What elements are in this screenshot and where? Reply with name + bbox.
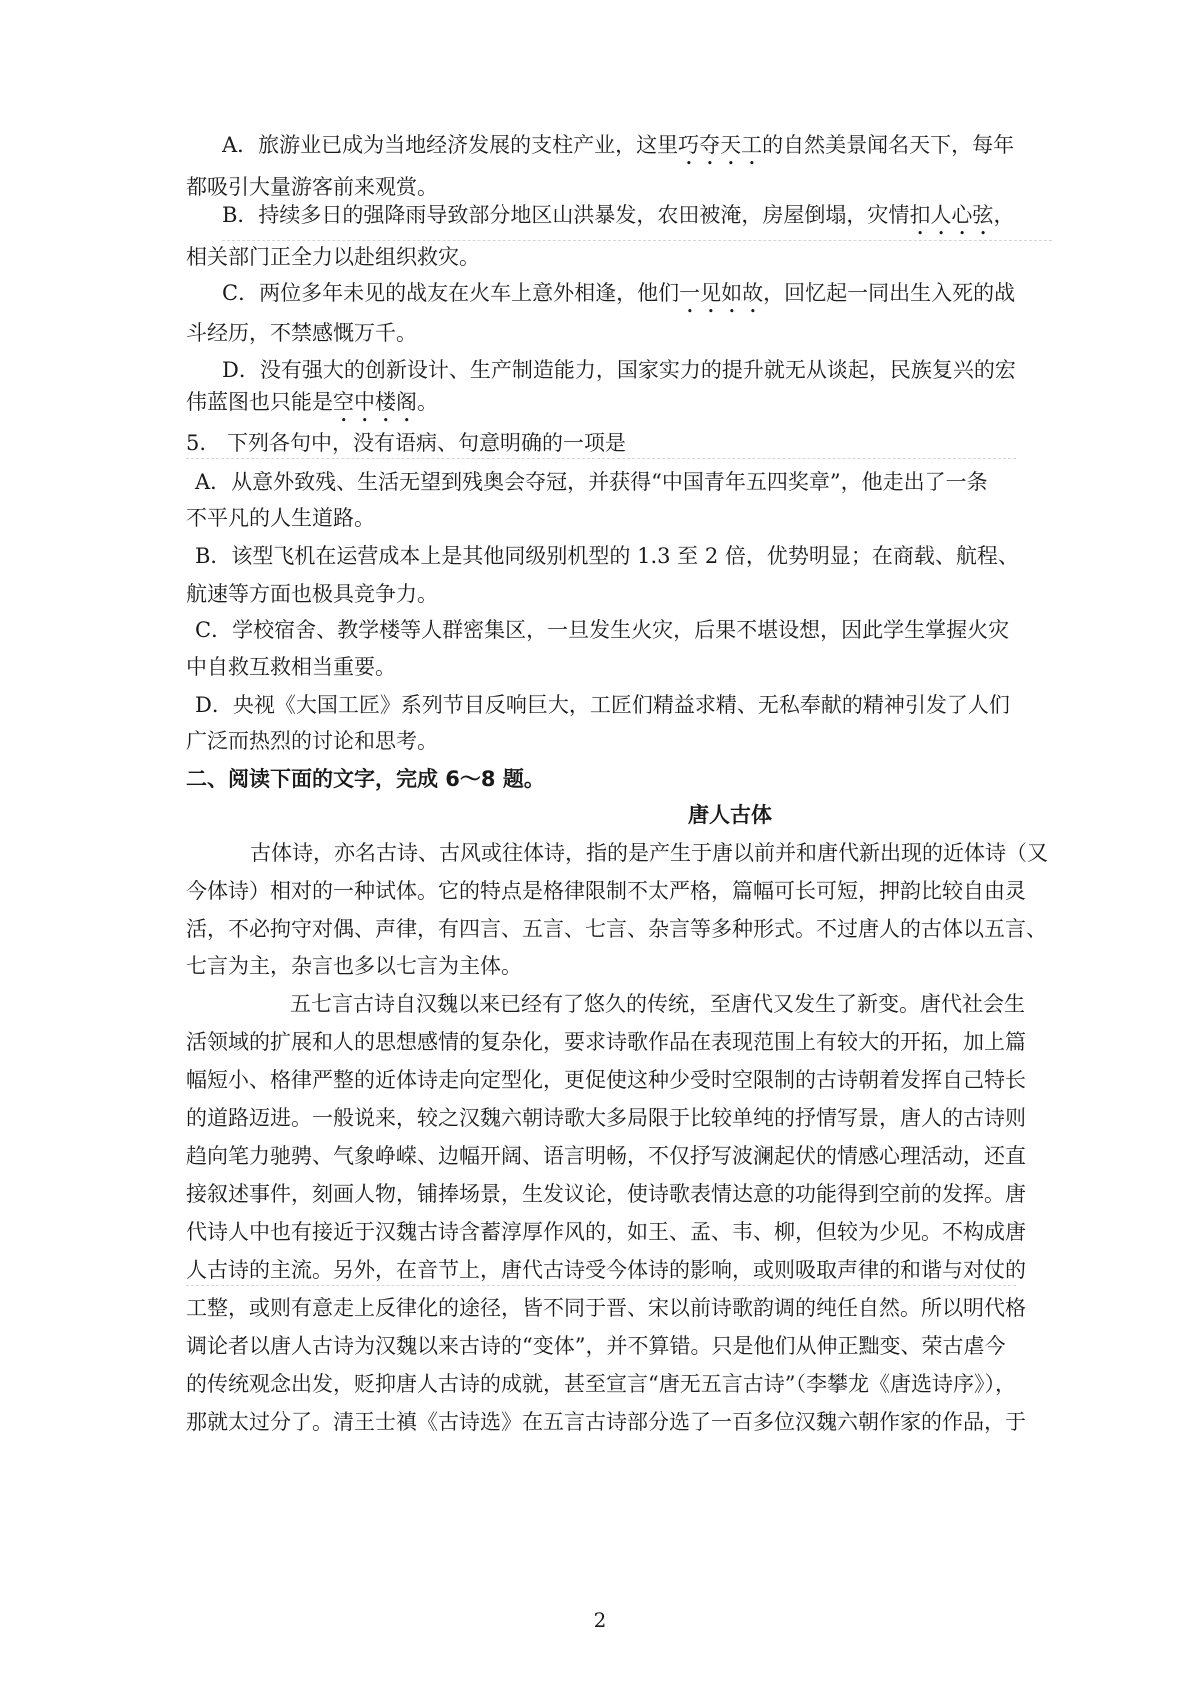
passage-p1-line: 七言为主，杂言也多以七言为主体。 [186, 954, 522, 978]
passage-p2-line: 调论者以唐人古诗为汉魏以来古诗的“变体”，并不算错。只是他们从伸正黜变、荣古虐今 [186, 1334, 1006, 1358]
q4-option-d-line2 [186, 387, 1016, 427]
q4-d-text: 伟蓝图也只能是 [186, 390, 333, 414]
q4-option-c-line1 [222, 278, 1052, 318]
q5-option-b-line2: 航速等方面也极具竞争力。 [186, 582, 438, 606]
section-heading: 二、阅读下面的文字，完成 6～8 题。 [186, 767, 545, 791]
q4-a-text-end: 的自然美景闻名天下，每年 [762, 133, 1015, 157]
q4-d-text-end: 。 [417, 390, 438, 414]
q5-option-d-line2: 广泛而热烈的讨论和思考。 [186, 729, 438, 753]
q4-d-idiom: 空中楼阁 [333, 390, 417, 414]
q4-b-idiom: 扣人心弦 [909, 203, 994, 227]
passage-p2-line: 的传统观念出发，贬抑唐人古诗的成就，甚至宣言“唐无五言古诗”（李攀龙《唐选诗序》）， [186, 1372, 1016, 1396]
q5-stem: 5. 下列各句中，没有语病、句意明确的一项是 [186, 428, 1016, 459]
passage-p2-line: 幅短小、格律严整的近体诗走向定型化，更促使这种少受时空限制的古诗朝着发挥自己特长 [186, 1068, 1026, 1092]
q4-option-a-line1 [222, 130, 1052, 170]
passage-title: 唐人古体 [688, 803, 772, 827]
q5-option-d-line1: D．央视《大国工匠》系列节目反响巨大，工匠们精益求精、无私奉献的精神引发了人们 [195, 693, 1010, 717]
passage-p2-line: 人古诗的主流。另外，在音节上，唐代古诗受今体诗的影响，或则吸取声律的和谐与对仗的 [186, 1255, 1016, 1286]
passage-p1-line: 今体诗）相对的一种试体。它的特点是格律限制不太严格，篇幅可长可短，押韵比较自由灵 [186, 879, 1026, 903]
q4-a-text: A．旅游业已成为当地经济发展的支柱产业，这里 [222, 133, 679, 157]
q4-b-text: B．持续多日的强降雨导致部分地区山洪暴发，农田被淹，房屋倒塌，灾情 [222, 203, 910, 227]
passage-p2-line: 五七言古诗自汉魏以来已经有了悠久的传统，至唐代又发生了新变。唐代社会生 [290, 992, 1025, 1016]
q4-option-b-line1 [222, 200, 1052, 241]
q4-option-b-line2: 相关部门正全力以赴组织救灾。 [186, 245, 480, 269]
passage-p2-line: 工整，或则有意走上反律化的途径，皆不同于晋、宋以前诗歌韵调的纯任自然。所以明代格 [186, 1296, 1026, 1320]
passage-p1-line: 活，不必拘守对偶、声律，有四言、五言、七言、杂言等多种形式。不过唐人的古体以五言、 [186, 917, 1047, 941]
q4-option-a-line2: 都吸引大量游客前来观赏。 [186, 175, 438, 199]
passage-p2-line: 那就太过分了。清王士禛《古诗选》在五言古诗部分选了一百多位汉魏六朝作家的作品，于 [186, 1410, 1026, 1434]
passage-p2-line: 接叙述事件，刻画人物，铺捧场景，生发议论，使诗歌表情达意的功能得到空前的发挥。唐 [186, 1182, 1026, 1206]
page-number: 2 [593, 1608, 607, 1632]
passage-p2-line: 代诗人中也有接近于汉魏古诗含蓄淳厚作风的，如王、孟、韦、柳，但较为少见。不构成唐 [186, 1220, 1026, 1244]
q4-a-idiom: 巧夺天工 [678, 133, 763, 157]
q4-c-text-end: ，回忆起一同出生入死的战 [763, 281, 1016, 305]
passage-p2-line: 活领域的扩展和人的思想感情的复杂化，要求诗歌作品在表现范围上有较大的开拓，加上篇 [186, 1030, 1026, 1054]
q4-c-text: C．两位多年未见的战友在火车上意外相逢，他们 [222, 281, 680, 305]
q5-option-a-line1: A．从意外致残、生活无望到残奥会夺冠，并获得“中国青年五四奖章”，他走出了一条 [195, 470, 988, 494]
q5-option-c-line1: C．学校宿舍、教学楼等人群密集区，一旦发生火灾，后果不堪设想，因此学生掌握火灾 [195, 618, 1010, 642]
q4-option-c-line2: 斗经历，不禁感慨万千。 [186, 321, 417, 345]
passage-p2-line: 的道路迈进。一般说来，较之汉魏六朝诗歌大多局限于比较单纯的抒情写景，唐人的古诗则 [186, 1106, 1026, 1130]
q5-option-b-line1: B．该型飞机在运营成本上是其他同级别机型的 1.3 至 2 倍，优势明显；在商载、航程、 [195, 544, 1019, 568]
q5-option-c-line2: 中自救互救相当重要。 [186, 655, 396, 679]
q5-option-a-line2: 不平凡的人生道路。 [186, 506, 375, 530]
passage-p2-line: 趋向笔力驰骋、气象峥嵘、边幅开阔、语言明畅，不仅抒写波澜起伏的情感心理活动，还直 [186, 1144, 1026, 1168]
q4-c-idiom: 一见如故 [679, 281, 764, 305]
q4-b-text-end: ， [993, 203, 1015, 227]
passage-p1-line: 古体诗，亦名古诗、古风或往体诗，指的是产生于唐以前并和唐代新出现的近体诗（又 [250, 841, 1048, 865]
q4-option-d-line1: D．没有强大的创新设计、生产制造能力，国家实力的提升就无从谈起，民族复兴的宏 [222, 358, 1016, 382]
